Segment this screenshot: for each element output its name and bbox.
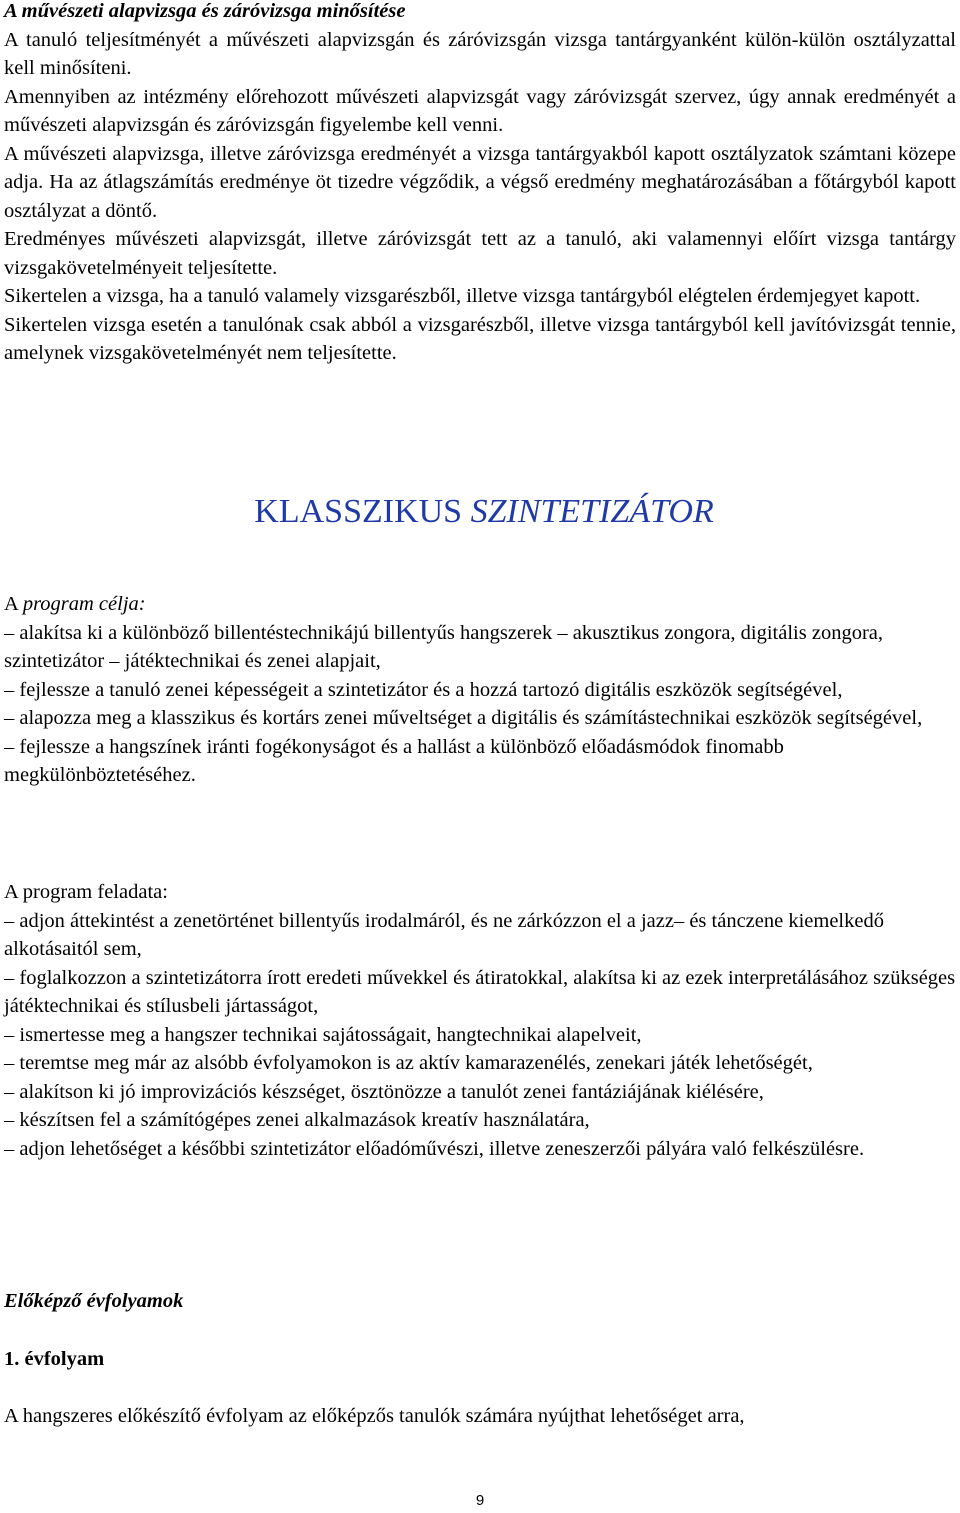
exam-paragraph-2: Amennyiben az intézmény előrehozott művészeti alapvizsgát vagy záróvizsgát szervez, úgy annak eredményét a művészeti alapvizsgán és záróvizsgán figyelembe kell venni. bbox=[4, 85, 956, 136]
exam-paragraph-5: Sikertelen a vizsga, ha a tanuló valamely vizsgarészből, illetve vizsga tantárgyból elégtelen érdemjegyet kapott. bbox=[4, 285, 921, 307]
year-heading: 1. évfolyam bbox=[4, 1348, 105, 1370]
list-item: – készítsen fel a számítógépes zenei alkalmazások kreatív használatára, bbox=[4, 1109, 590, 1131]
goals-lead-a: A bbox=[4, 593, 23, 615]
program-goals-section bbox=[4, 590, 956, 790]
exam-paragraph-6: Sikertelen vizsga esetén a tanulónak csak abból a vizsgarészből, illetve vizsga tantárgyból kell javítóvizsgát tennie, amelynek vizsgakövetelményét nem teljesítette. bbox=[4, 313, 956, 364]
instrument-title bbox=[4, 490, 960, 534]
exam-paragraph-1: A tanuló teljesítményét a művészeti alapvizsgán és záróvizsgán vizsga tantárgyanként külön-külön osztályzattal kell minősíteni. bbox=[4, 28, 956, 79]
program-tasks-section bbox=[4, 878, 956, 1163]
exam-paragraph-3: A művészeti alapvizsga, illetve záróvizsga eredményét a vizsga tantárgyakból kapott osztályzatok számtani közepe adja. Ha az átlagszámítás eredménye öt tizedre végződik, a végső eredmény meghatározásában a főtárgyból kapott osztályzat a döntő. bbox=[4, 142, 956, 222]
preparatory-heading: Előképző évfolyamok bbox=[4, 1290, 184, 1312]
list-item: – fejlessze a tanuló zenei képességeit a szintetizátor és a hozzá tartozó digitális eszközök segítségével, bbox=[4, 678, 843, 701]
goals-lead-b: program célja: bbox=[22, 593, 146, 615]
title-italic: SZINTETIZÁTOR bbox=[470, 493, 714, 530]
exam-rating-heading: A művészeti alapvizsga és záróvizsga minősítése bbox=[4, 0, 406, 22]
list-item: – adjon áttekintést a zenetörténet billentyűs irodalmáról, és ne zárkózzon el a jazz– és tánczene kiemelkedő alkotásaitól sem, bbox=[4, 909, 884, 960]
preparatory-text: A hangszeres előkészítő évfolyam az előképzős tanulók számára nyújthat lehetőséget arra, bbox=[4, 1405, 745, 1427]
list-item: – fejlessze a hangszínek iránti fogékonyságot és a hallást a különböző előadásmódok finomabb megkülönböztetéséhez. bbox=[4, 735, 784, 786]
tasks-list bbox=[4, 907, 956, 1164]
title-plain: KLASSZIKUS bbox=[254, 493, 471, 530]
tasks-lead: A program feladata: bbox=[4, 881, 168, 903]
goals-list bbox=[4, 619, 956, 790]
goals-lead bbox=[4, 590, 956, 619]
list-item: – alakítsa ki a különböző billentéstechnikájú billentyűs hangszerek – akusztikus zongora, digitális zongora, szintetizátor – játéktechnikai és zenei alapjait, bbox=[4, 621, 883, 672]
list-item: – ismertesse meg a hangszer technikai sajátosságait, hangtechnikai alapelveit, bbox=[4, 1023, 642, 1046]
list-item: – adjon lehetőséget a későbbi szintetizátor előadóművészi, illetve zeneszerzői pályára való felkészülésre. bbox=[4, 1137, 865, 1160]
exam-rating-section bbox=[4, 0, 956, 368]
list-item: – alakítson ki jó improvizációs készséget, ösztönözze a tanulót zenei fantáziájának kiélésére, bbox=[4, 1080, 764, 1103]
page-number: 9 bbox=[475, 1492, 485, 1509]
list-item: – alapozza meg a klasszikus és kortárs zenei műveltséget a digitális és számítástechnikai eszközök segítségével, bbox=[4, 707, 923, 729]
list-item: – teremtse meg már az alsóbb évfolyamokon is az aktív kamarazenélés, zenekari játék lehetőségét, bbox=[4, 1052, 813, 1074]
exam-paragraph-4: Eredményes művészeti alapvizsgát, illetve záróvizsgát tett az a tanuló, aki valamennyi előírt vizsga tantárgy vizsgakövetelményeit teljesítette. bbox=[4, 228, 956, 279]
list-item: – foglalkozzon a szintetizátorra írott eredeti művekkel és átiratokkal, alakítsa ki az ezek interpretálásához szükséges játéktechnikai és stílusbeli jártasságot, bbox=[4, 966, 956, 1017]
